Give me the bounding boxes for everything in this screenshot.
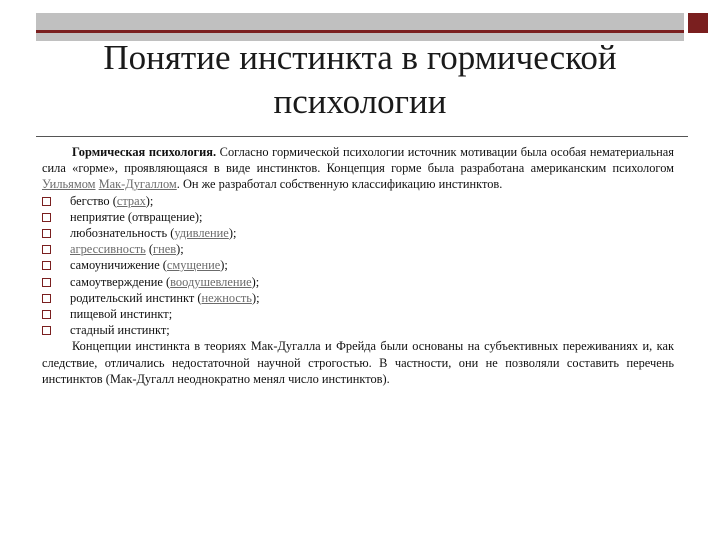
slide-title: Понятие инстинкта в гормической психологии [103,38,617,121]
list-item: родительский инстинкт (нежность); [42,290,674,306]
square-bullet-icon [42,261,51,270]
link-tenderness[interactable]: нежность [201,290,252,305]
square-bullet-icon [42,213,51,222]
list-item: пищевой инстинкт; [42,306,674,322]
instinct-list [42,193,674,339]
link-fear[interactable]: страх [116,193,146,208]
link-william[interactable]: Уильямом [42,177,96,192]
intro-lead: Гормическая психология. [72,145,217,159]
square-bullet-icon [42,229,51,238]
list-item: самоуничижение (смущение); [42,257,674,273]
square-bullet-icon [42,278,51,287]
list-item: бегство (страх); [42,193,674,209]
link-surprise[interactable]: удивление [174,226,229,241]
list-item: агрессивность (гнев); [42,241,674,257]
slide-body [42,144,674,387]
square-bullet-icon [42,326,51,335]
list-item: любознательность (удивление); [42,225,674,241]
intro-paragraph [42,144,674,193]
link-mcdougall[interactable]: Мак-Дугаллом [98,177,177,192]
intro-text: Согласно гормической психологии источник мотивации была особая нематериальная сила «горме», проявляющаяся в виде инстинктов. Концепция горме была разработана американским психологом [42,145,674,176]
square-bullet-icon [42,245,51,254]
list-item: стадный инстинкт; [42,322,674,338]
square-bullet-icon [42,294,51,303]
intro-text-end: . Он же разработал собственную классификацию инстинктов. [176,177,503,192]
square-bullet-icon [42,310,51,319]
square-bullet-icon [42,197,51,206]
conclusion-paragraph: Концепции инстинкта в теориях Мак-Дугалла и Фрейда были основаны на субъективных переживаниях и, как следствие, отличались недостаточной научной строгостью. В частности, они не позволяли составить перечень инстинктов (Мак-Дугалл неоднократно менял число инстинктов). [42,339,674,386]
list-item: самоутверждение (воодушевление); [42,274,674,290]
list-item: неприятие (отвращение); [42,209,674,225]
link-aggression[interactable]: агрессивность [70,242,146,257]
title-divider [36,136,688,137]
link-anger[interactable]: гнев [153,242,177,257]
corner-square [688,13,708,33]
link-embarrassment[interactable]: смущение [166,258,221,273]
link-elation[interactable]: воодушевление [170,274,252,289]
top-accent-line [36,30,684,33]
